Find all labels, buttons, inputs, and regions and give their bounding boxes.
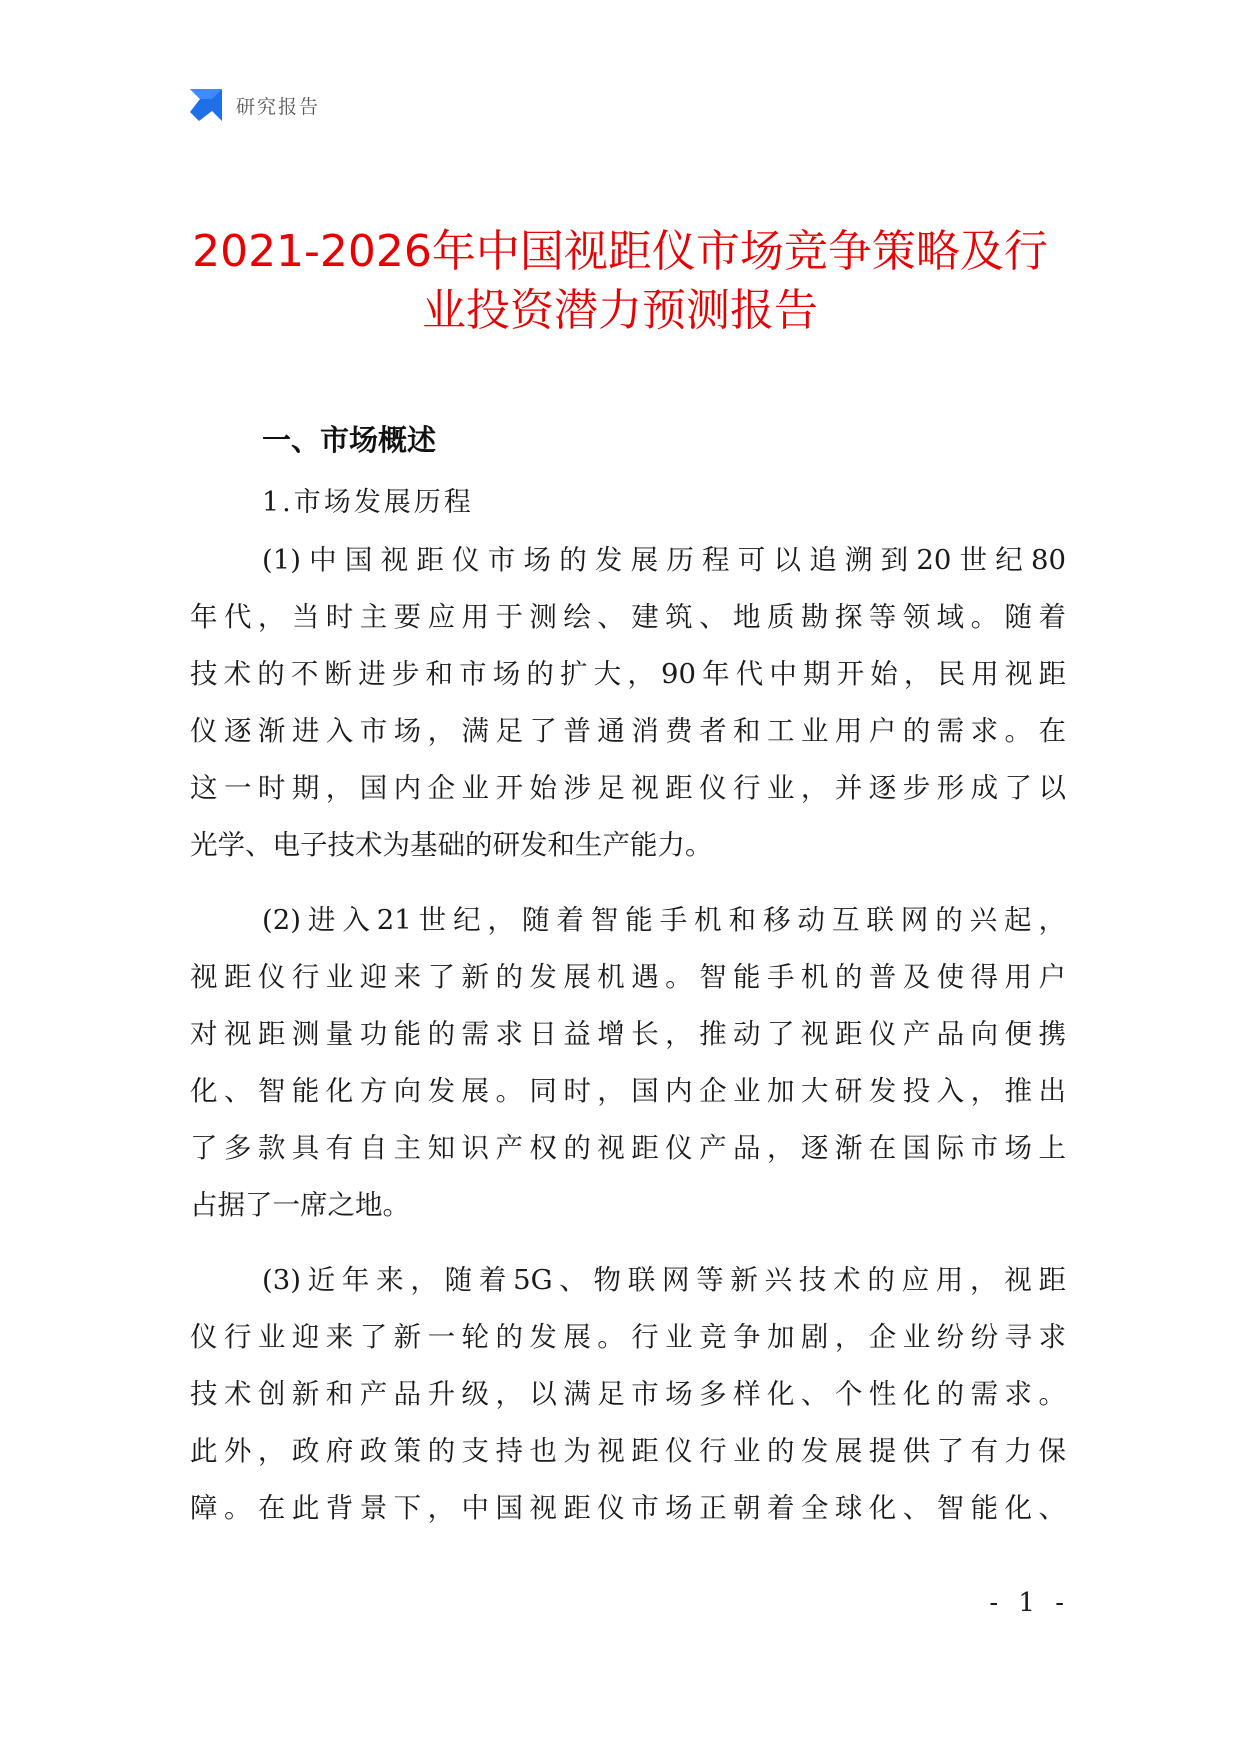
paragraph-1-line: 年代，当时主要应用于测绘、建筑、地质勘探等领域。随着 xyxy=(190,601,1066,633)
paragraph-2-line: 占据了一席之地。 xyxy=(190,1189,410,1221)
paragraph-3-line: 仪行业迎来了新一轮的发展。行业竞争加剧，企业纷纷寻求 xyxy=(190,1321,1066,1353)
paragraph-1-line: 技术的不断进步和市场的扩大，90年代中期开始，民用视距 xyxy=(190,658,1066,690)
paragraph-2-line: 对视距测量功能的需求日益增长，推动了视距仪产品向便携 xyxy=(190,1018,1066,1050)
paragraph-3-line: 障。在此背景下，中国视距仪市场正朝着全球化、智能化、 xyxy=(190,1492,1066,1524)
paragraph-3-line: 技术创新和产品升级，以满足市场多样化、个性化的需求。 xyxy=(190,1378,1066,1410)
paragraph-1-line: 仪逐渐进入市场，满足了普通消费者和工业用户的需求。在 xyxy=(190,715,1066,747)
arrow-up-right-icon xyxy=(190,89,222,121)
paragraph-2-line: 化、智能化方向发展。同时，国内企业加大研发投入，推出 xyxy=(190,1075,1066,1107)
paragraph-1-line: 光学、电子技术为基础的研发和生产能力。 xyxy=(190,829,713,861)
subsection-heading: 1.市场发展历程 xyxy=(262,487,474,518)
paragraph-3-line: (3)近年来，随着5G、物联网等新兴技术的应用，视距 xyxy=(262,1264,1066,1296)
header-label: 研究报告 xyxy=(236,95,321,118)
section-heading: 一、市场概述 xyxy=(262,423,437,457)
paragraph-3-line: 此外，政府政策的支持也为视距仪行业的发展提供了有力保 xyxy=(190,1435,1066,1467)
paragraph-2-line: 了多款具有自主知识产权的视距仪产品，逐渐在国际市场上 xyxy=(190,1132,1066,1164)
report-title-line-1: 2021-2026年中国视距仪市场竞争策略及行 xyxy=(192,226,1048,277)
paragraph-1-line: (1)中国视距仪市场的发展历程可以追溯到20世纪80 xyxy=(262,544,1066,576)
page-number: - 1 - xyxy=(989,1588,1070,1618)
paragraph-1-line: 这一时期，国内企业开始涉足视距仪行业，并逐步形成了以 xyxy=(190,772,1066,804)
paragraph-2-line: (2)进入21世纪，随着智能手机和移动互联网的兴起， xyxy=(262,904,1066,936)
report-title-line-2: 业投资潜力预测报告 xyxy=(422,285,818,336)
paragraph-2-line: 视距仪行业迎来了新的发展机遇。智能手机的普及使得用户 xyxy=(190,961,1066,993)
report-header xyxy=(190,88,320,122)
